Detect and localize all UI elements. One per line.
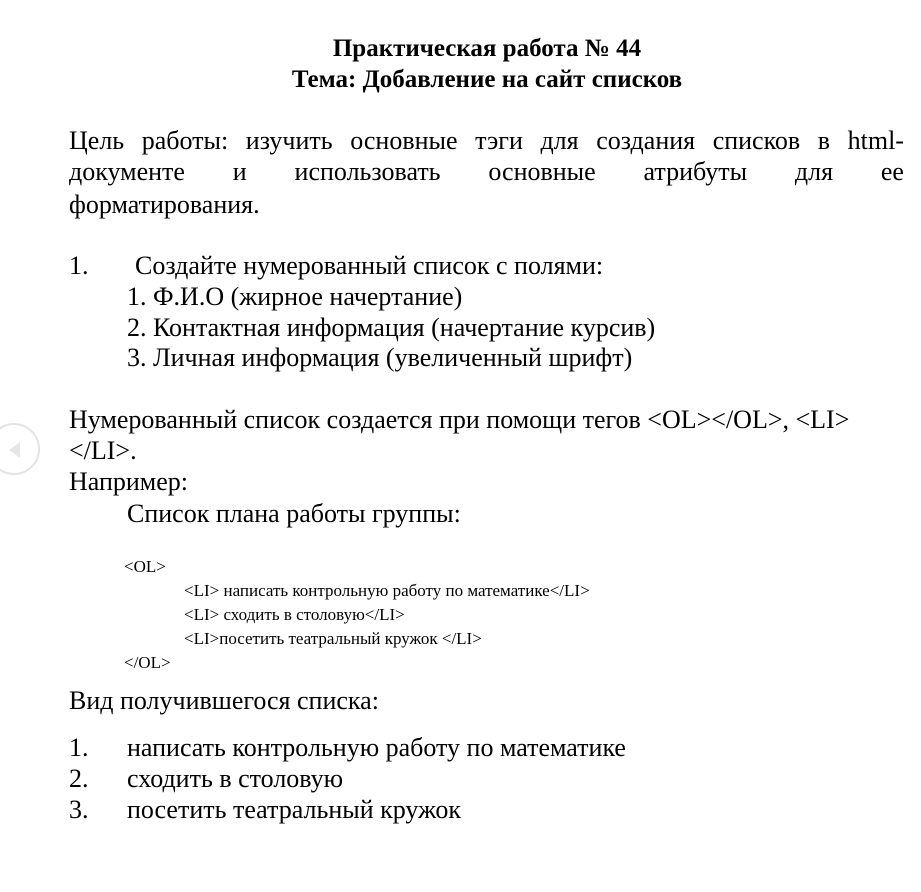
goal-word: основные — [488, 157, 596, 186]
goal-word: документе — [69, 157, 185, 186]
goal-word: создания — [596, 126, 696, 155]
task-item: 2. Контактная информация (начертание курсив) — [127, 313, 656, 342]
code-li: <LI> написать контрольную работу по математике</LI> — [184, 581, 590, 600]
goal-word: списков — [712, 126, 801, 155]
task-item: 1. Ф.И.О (жирное начертание) — [127, 282, 463, 311]
goal-word: тэги — [475, 126, 523, 155]
goal-word: html- — [847, 126, 904, 155]
goal-word: изучить — [245, 126, 333, 155]
result-item-text: посетить театральный кружок — [127, 795, 462, 824]
goal-word: для — [794, 157, 834, 186]
goal-line-2 — [69, 156, 904, 187]
goal-line-3: форматирования. — [69, 190, 260, 219]
task-number: 1. — [69, 251, 89, 280]
goal-word: использовать — [294, 157, 441, 186]
task-item: 3. Личная информация (увеличенный шрифт) — [127, 343, 633, 372]
goal-word: атрибуты — [643, 157, 748, 186]
result-item-number: 3. — [69, 795, 89, 824]
code-ol-close: </OL> — [124, 653, 171, 672]
goal-word: в — [817, 126, 831, 155]
explanation-line-1: Нумерованный список создается при помощи тегов <OL></OL>, <LI> — [69, 405, 850, 434]
goal-word: работы: — [141, 126, 229, 155]
goal-word: основные — [350, 126, 458, 155]
code-li: <LI>посетить театральный кружок </LI> — [184, 629, 482, 648]
goal-word: ее — [880, 157, 904, 186]
explanation-line-2: </LI>. — [69, 436, 137, 465]
result-heading: Вид получившегося списка: — [69, 686, 379, 715]
result-item-number: 1. — [69, 733, 89, 762]
page-subtitle: Тема: Добавление на сайт списков — [291, 66, 683, 93]
goal-word: для — [540, 126, 579, 155]
task-text: Создайте нумерованный список с полями: — [135, 251, 604, 280]
goal-word: и — [232, 157, 247, 186]
page-title: Практическая работа № 44 — [332, 35, 642, 62]
result-item-number: 2. — [69, 764, 89, 793]
code-li: <LI> сходить в столовую</LI> — [184, 605, 405, 624]
result-item-text: написать контрольную работу по математике — [127, 733, 626, 762]
code-ol-open: <OL> — [124, 557, 166, 576]
goal-line-1 — [69, 125, 904, 156]
previous-page-button[interactable] — [0, 423, 40, 475]
chevron-left-icon — [4, 439, 26, 461]
example-label: Например: — [69, 467, 189, 496]
example-caption: Список плана работы группы: — [127, 499, 461, 528]
result-item-text: сходить в столовую — [127, 764, 344, 793]
goal-word: Цель — [69, 126, 125, 155]
